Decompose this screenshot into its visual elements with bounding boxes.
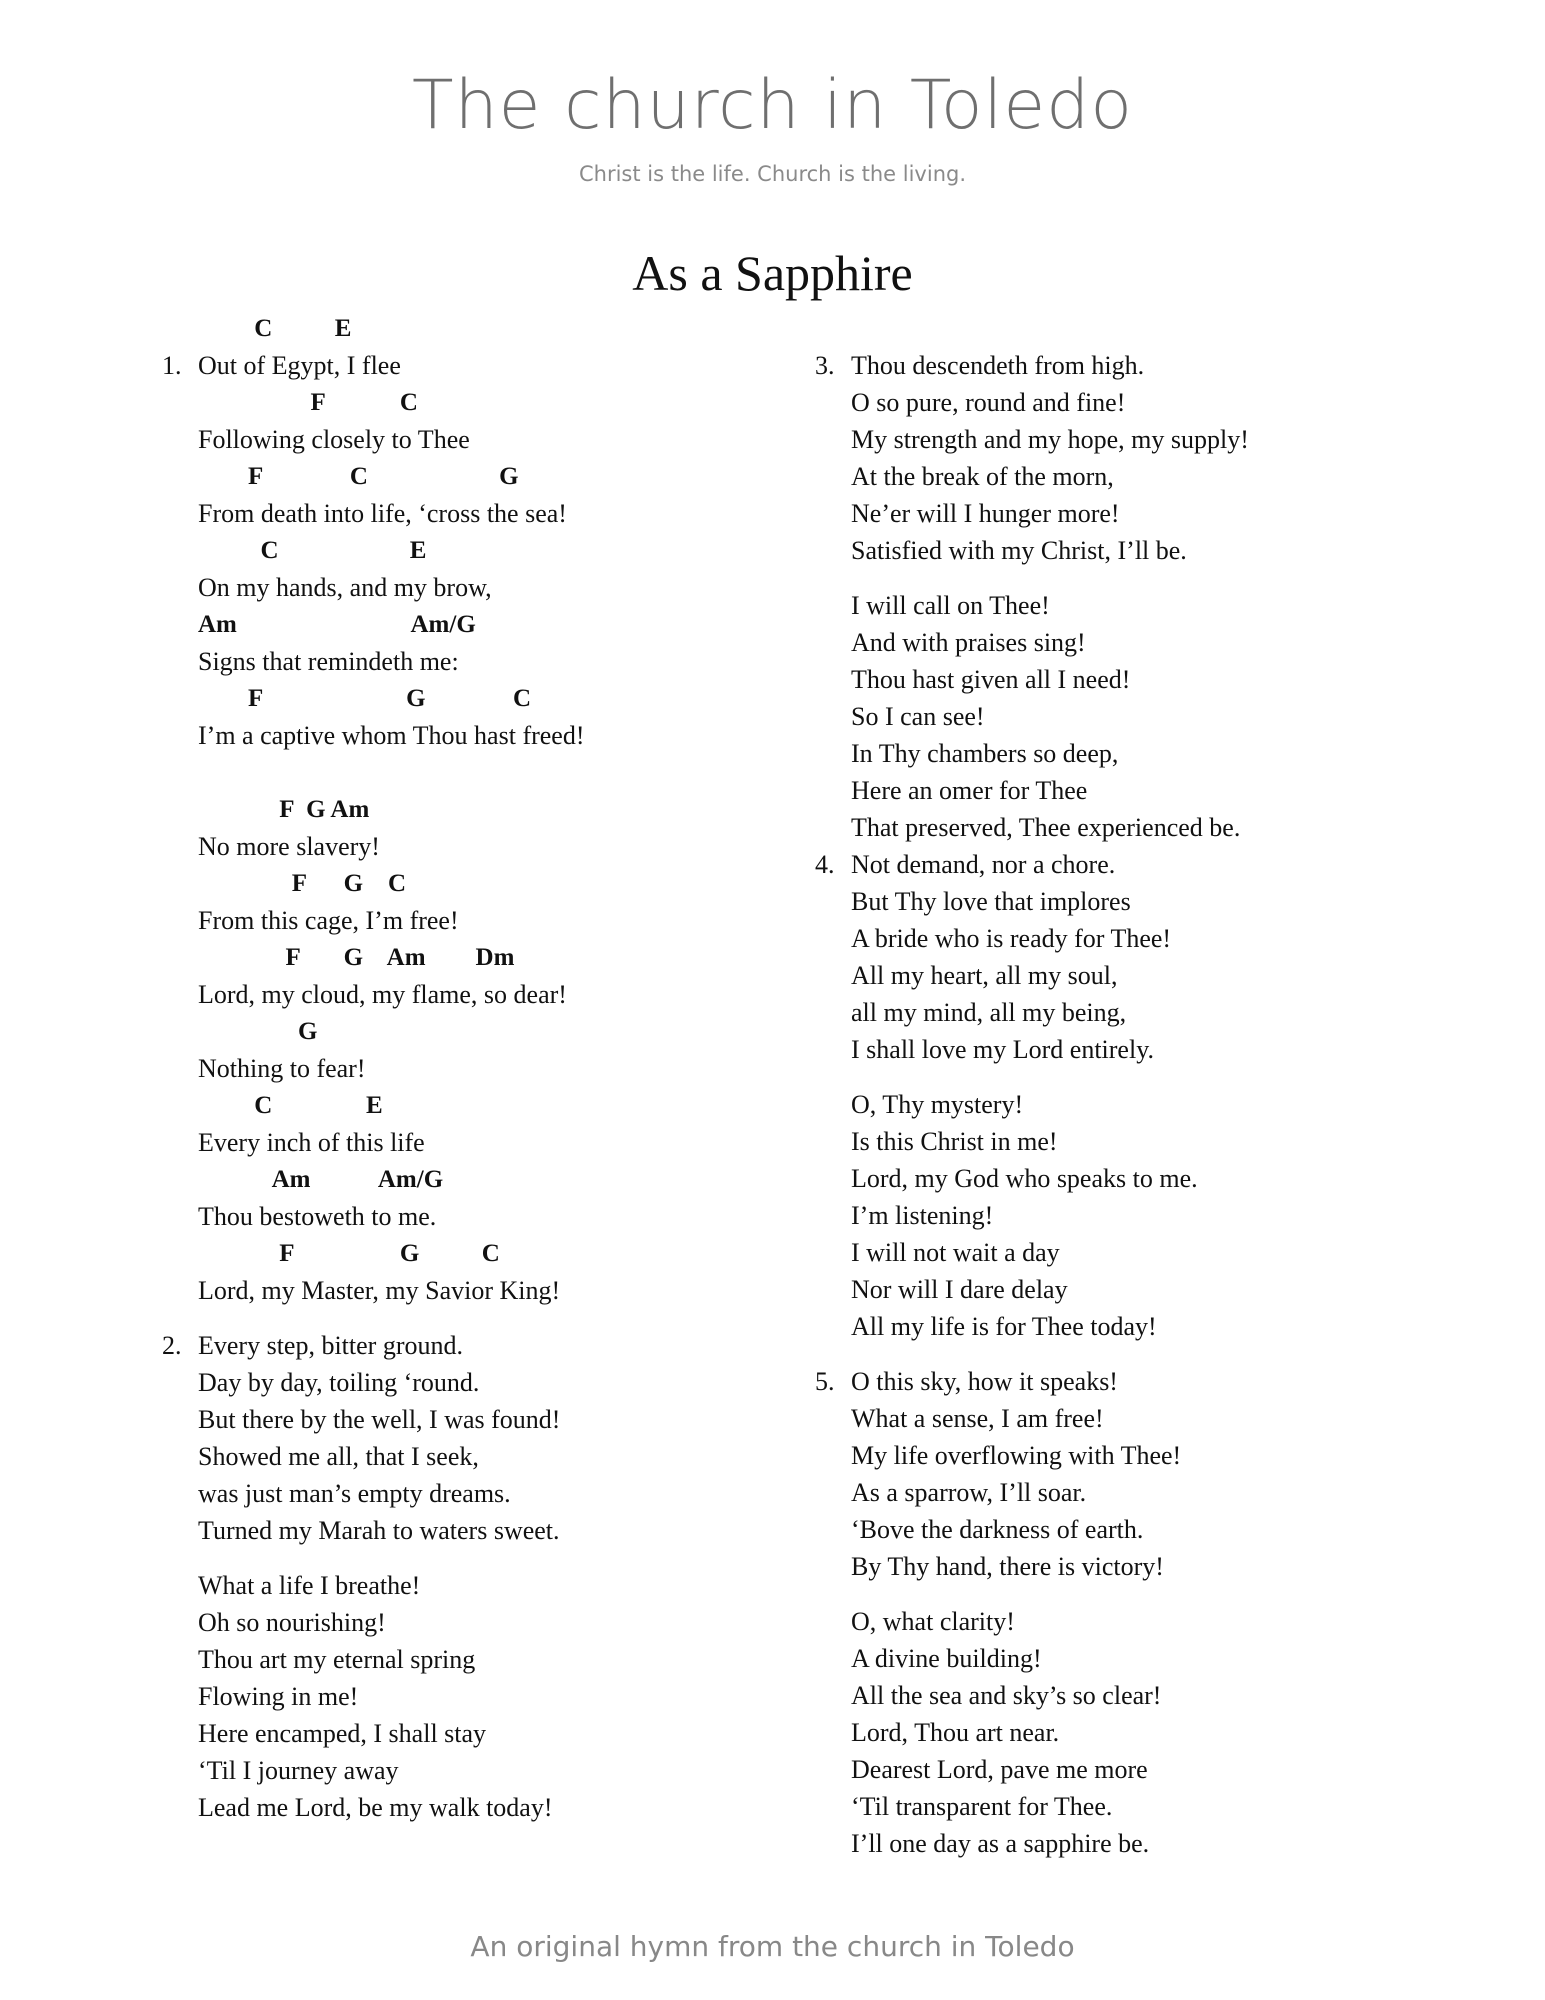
lyric-text: Every step, bitter ground. (198, 1331, 463, 1360)
spacer (815, 1345, 1375, 1363)
lyric-line (162, 976, 722, 1013)
lyric-text: Turned my Marah to waters sweet. (198, 1516, 560, 1545)
spacer (162, 1549, 722, 1567)
lyric-text: A bride who is ready for Thee! (851, 924, 1172, 953)
lyric-line (815, 1474, 1375, 1511)
lyric-line (162, 421, 722, 458)
lyric-text: Lord, my Master, my Savior King! (198, 1276, 561, 1305)
lyric-text: Flowing in me! (198, 1682, 359, 1711)
lyric-line (815, 735, 1375, 772)
lyric-line (162, 1678, 722, 1715)
lyric-text: From death into life, ‘cross the sea! (198, 499, 567, 528)
verse-start-line (815, 347, 1375, 384)
lyric-line (815, 1031, 1375, 1068)
chord-line: F G C (198, 685, 532, 712)
lyric-line (815, 1437, 1375, 1474)
lyric-line (815, 772, 1375, 809)
lyric-text: No more slavery! (198, 832, 380, 861)
lyric-text: I will call on Thee! (851, 591, 1050, 620)
spacer (815, 310, 1375, 347)
lyric-text: Lord, my God who speaks to me. (851, 1164, 1198, 1193)
page-header (0, 66, 1545, 186)
chord-line: F C G (198, 463, 519, 490)
lyric-line (815, 1825, 1375, 1862)
lyric-text: Is this Christ in me! (851, 1127, 1058, 1156)
lyric-text: O this sky, how it speaks! (851, 1367, 1118, 1396)
lyric-line (162, 1475, 722, 1512)
lyric-text: ‘Til transparent for Thee. (851, 1792, 1113, 1821)
lyric-line (162, 643, 722, 680)
lyric-line (815, 1677, 1375, 1714)
lyric-text: On my hands, and my brow, (198, 573, 492, 602)
chord-line: Am Am/G (198, 1166, 444, 1193)
lyric-text: Lord, Thou art near. (851, 1718, 1060, 1747)
lyric-line (162, 1272, 722, 1309)
lyric-line (815, 1788, 1375, 1825)
lyric-text: All my life is for Thee today! (851, 1312, 1157, 1341)
lyric-text: I’ll one day as a sapphire be. (851, 1829, 1150, 1858)
spacer (815, 1585, 1375, 1603)
lyric-line (815, 883, 1375, 920)
lyric-text: And with praises sing! (851, 628, 1086, 657)
page-footer: An original hymn from the church in Toledo (470, 1930, 1075, 1963)
lyric-text: Thou art my eternal spring (198, 1645, 476, 1674)
lyric-line (815, 1751, 1375, 1788)
lyric-line (815, 1714, 1375, 1751)
lyric-line (162, 1715, 722, 1752)
lyric-line (815, 384, 1375, 421)
lyric-text: all my mind, all my being, (851, 998, 1127, 1027)
lyric-text: By Thy hand, there is victory! (851, 1552, 1164, 1581)
lyric-text: Lord, my cloud, my flame, so dear! (198, 980, 567, 1009)
lyric-text: My strength and my hope, my supply! (851, 425, 1249, 454)
lyric-line (815, 495, 1375, 532)
lyric-text: I will not wait a day (851, 1238, 1060, 1267)
lyric-line (162, 1752, 722, 1789)
lyric-text: Showed me all, that I seek, (198, 1442, 479, 1471)
lyric-text: Oh so nourishing! (198, 1608, 386, 1637)
lyric-line (815, 587, 1375, 624)
lyric-line (815, 1234, 1375, 1271)
lyric-text: What a life I breathe! (198, 1571, 421, 1600)
lyric-line (815, 1603, 1375, 1640)
verse-number: 1. (162, 351, 182, 380)
lyric-text: ‘Til I journey away (198, 1756, 399, 1785)
lyric-text: O, Thy mystery! (851, 1090, 1024, 1119)
lyric-text: Ne’er will I hunger more! (851, 499, 1120, 528)
chord-line: F C (198, 389, 418, 416)
lyric-text: Nor will I dare delay (851, 1275, 1068, 1304)
lyric-text: Following closely to Thee (198, 425, 470, 454)
lyric-line (162, 902, 722, 939)
lyric-text: My life overflowing with Thee! (851, 1441, 1182, 1470)
lyric-line (162, 1438, 722, 1475)
lyric-line (162, 828, 722, 865)
left-column (162, 310, 722, 1826)
lyric-text: ‘Bove the darkness of earth. (851, 1515, 1144, 1544)
lyric-line (815, 957, 1375, 994)
chord-line: F G Am (198, 796, 370, 823)
lyric-line (162, 1124, 722, 1161)
lyric-line (815, 1271, 1375, 1308)
lyric-line (162, 1401, 722, 1438)
verse-start-line (815, 1363, 1375, 1400)
lyric-text: Out of Egypt, I flee (198, 351, 401, 380)
verse-start-line (162, 347, 722, 384)
lyric-text: All the sea and sky’s so clear! (851, 1681, 1162, 1710)
lyric-text: Not demand, nor a chore. (851, 850, 1116, 879)
chord-line: C E (198, 1092, 383, 1119)
verse-start-line (815, 846, 1375, 883)
lyric-line (815, 1640, 1375, 1677)
site-tagline: Christ is the life. Church is the living. (578, 162, 967, 186)
lyric-line (162, 495, 722, 532)
lyric-text: At the break of the morn, (851, 462, 1114, 491)
lyric-line (815, 1400, 1375, 1437)
lyric-text: As a sparrow, I’ll soar. (851, 1478, 1087, 1507)
lyric-line (815, 1197, 1375, 1234)
chord-line: C E (198, 537, 427, 564)
lyric-text: But Thy love that implores (851, 887, 1131, 916)
lyric-text: But there by the well, I was found! (198, 1405, 561, 1434)
lyric-text: Thou bestoweth to me. (198, 1202, 437, 1231)
lyric-text: Nothing to fear! (198, 1054, 366, 1083)
lyric-text: Satisfied with my Christ, I’ll be. (851, 536, 1187, 565)
lyric-line (815, 1511, 1375, 1548)
lyric-line (815, 1308, 1375, 1345)
lyric-line (162, 717, 722, 754)
chord-line: F G Am Dm (198, 944, 515, 971)
lyric-text: Thou descendeth from high. (851, 351, 1145, 380)
lyric-text: Signs that remindeth me: (198, 647, 459, 676)
lyric-text: was just man’s empty dreams. (198, 1479, 511, 1508)
verse-number: 2. (162, 1331, 182, 1360)
lyric-line (815, 1123, 1375, 1160)
lyric-text: Thou hast given all I need! (851, 665, 1131, 694)
lyric-line (815, 421, 1375, 458)
lyric-text: Day by day, toiling ‘round. (198, 1368, 480, 1397)
verse-number: 4. (815, 850, 835, 879)
song-title: As a Sapphire (632, 245, 913, 301)
lyric-text: O, what clarity! (851, 1607, 1015, 1636)
chord-line: Am Am/G (198, 611, 476, 638)
lyric-text: In Thy chambers so deep, (851, 739, 1119, 768)
verse-number: 3. (815, 351, 835, 380)
lyric-text: What a sense, I am free! (851, 1404, 1104, 1433)
lyric-text: So I can see! (851, 702, 985, 731)
lyric-line (815, 624, 1375, 661)
chord-line: F G C (198, 1240, 500, 1267)
lyric-line (162, 1567, 722, 1604)
lyric-text: Dearest Lord, pave me more (851, 1755, 1148, 1784)
lyric-text: Here encamped, I shall stay (198, 1719, 487, 1748)
lyric-line (162, 1512, 722, 1549)
spacer (162, 754, 722, 791)
lyric-text: Here an omer for Thee (851, 776, 1088, 805)
spacer (815, 569, 1375, 587)
lyric-text: Lead me Lord, be my walk today! (198, 1793, 553, 1822)
lyric-line (162, 1198, 722, 1235)
lyric-line (815, 698, 1375, 735)
lyric-text: A divine building! (851, 1644, 1042, 1673)
verse-number: 5. (815, 1367, 835, 1396)
spacer (162, 1309, 722, 1327)
lyric-line (815, 458, 1375, 495)
lyric-text: I’m a captive whom Thou hast freed! (198, 721, 585, 750)
lyric-line (162, 1364, 722, 1401)
lyric-line (815, 532, 1375, 569)
lyric-line (815, 1548, 1375, 1585)
right-column (815, 310, 1375, 1862)
lyric-line (162, 1641, 722, 1678)
lyric-text: I shall love my Lord entirely. (851, 1035, 1155, 1064)
lyric-text: I’m listening! (851, 1201, 994, 1230)
lyric-line (815, 661, 1375, 698)
chord-line: C E (198, 315, 352, 342)
lyric-text: From this cage, I’m free! (198, 906, 459, 935)
site-title: The church in Toledo (412, 66, 1133, 145)
lyric-line (815, 809, 1375, 846)
lyric-line (162, 1604, 722, 1641)
lyric-text: O so pure, round and fine! (851, 388, 1126, 417)
lyric-text: All my heart, all my soul, (851, 961, 1118, 990)
lyric-line (815, 994, 1375, 1031)
chord-line: F G C (198, 870, 407, 897)
lyric-line (815, 1086, 1375, 1123)
lyric-line (815, 920, 1375, 957)
chord-line: G (198, 1018, 318, 1045)
lyric-line (162, 569, 722, 606)
lyric-line (162, 1789, 722, 1826)
lyric-line (162, 1050, 722, 1087)
lyric-text: Every inch of this life (198, 1128, 425, 1157)
lyric-text: That preserved, Thee experienced be. (851, 813, 1241, 842)
lyric-line (815, 1160, 1375, 1197)
spacer (815, 1068, 1375, 1086)
verse-start-line (162, 1327, 722, 1364)
